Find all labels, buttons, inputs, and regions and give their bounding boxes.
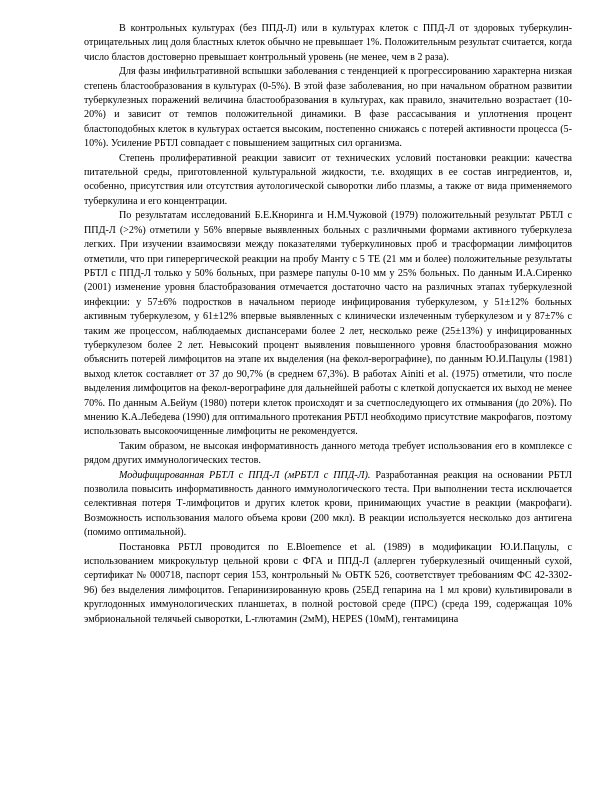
paragraph-text: Степень пролиферативной реакции зависит от технических условий постановки реакции: качества питательной среды, приготовленной культуральной жидкости, т.е. входящих в ее состав ингредиентов, и, особенно, присутствия или отсутствия аутологической сыворотки либо плазмы, а также от вида применяемого туберкулина и его концентрации. [84,152,572,207]
paragraph-text: В контрольных культурах (без ППД-Л) или в культурах клеток с ППД-Л от здоровых туберкулин-отрицательных лиц доля бластных клеток обычно не превышает 1%. Положительным результат считается, когда число бластов достоверно превышает контрольный уровень (не менее, чем в 2 раза). [84,23,572,63]
paragraph-procedure [84,541,572,627]
paragraph-text: Разработанная реакция на основании РБТЛ позволила повысить информативность данного иммунологического теста. При выполнении теста исключается селективная потеря Т-лимфоцитов и других клеток крови, принимающих участие в реакции (макрофаги). Возможность использования малого объема крови (200 мкл). В реакции используется несколько доз антигена (помимо оптимальной). [84,469,572,539]
paragraph-text: Постановка РБТЛ проводится по E.Bloemence et al. (1989) в модификации Ю.И.Пацулы, с использованием микрокультур цельной крови с ФГА и ППД-Л (аллерген туберкулезный очищенный сухой, сертификат № 000718, паспорт серия 153, контрольный № ОБТК 526, соответствует требованиям ФС 42-3302-96) без выделения лимфоцитов. Гепаринизированную кровь (25ЕД гепарина на 1 мл крови) культивировали в круглодонных иммунологических планшетах, в полной ростовой среде (ПРС) (среда 199, содержащая 10% эмбриональной телячьей сыворотки, L-глютамин (2мМ), HEPES (10мМ), гентамицина [84,541,572,625]
paragraph-control-cultures [84,22,572,65]
paragraph-infiltrative-phase [84,65,572,151]
paragraph-text: Для фазы инфильтративной вспышки заболевания с тенденцией к прогрессированию характерна низкая степень бластообразования в культурах (0-5%). В этой фазе заболевания, но при начальном обратном развитии туберкулезных поражений величина бластообразования в культурах, как правило, значительно возрастает (10-20%) и зависит от темпов положительной динамики. В фазе рассасывания и уплотнения процент бластоподобных клеток в культурах остается высоким, постепенно снижаясь с потерей активности процесса (5-10%). Усиление РБТЛ совпадает с повышением защитных сил организма. [84,66,572,150]
paragraph-proliferative-reaction [84,152,572,210]
paragraph-text: По результатам исследований Б.Е.Кноринга и Н.М.Чужовой (1979) положительный результат РБТЛ с ППД-Л (>2%) отметили у 56% впервые выявленных больных с различными формами активного туберкулеза легких. При изучении взаимосвязи между показателями туберкулиновых проб и трасформации лимфоцитов отметили, что при гиперергической реакции на пробу Манту с 5 ТЕ (21 мм и более) положительные результаты РБТЛ с ППД-Л только у 50% больных, при размере папулы 0-10 мм у 25% больных. По данным И.А.Сиренко (2001) изменение уровня бластобразования отмечается достаточно часто на различных этапах туберкулезной инфекции: у 57±6% подростков в начальном периоде инфицирования туберкулезом, у 51±12% больных активным туберкулезом, у 61±12% впервые выявленных с клинически излеченным туберкулезом и у 87±7% с таким же процессом, наблюдаемых диспансерами более 2 лет, несколько реже (25±13%) у инфицированных туберкулезом более 2 лет. Невысокий процент выявления повышенного уровня бластообразования можно объяснить потерей лимфоцитов на этапе их выделения (на фекол-верографине), по данным Ю.И.Пацулы (1981) выход клеток составляет от 37 до 90,7% (в среднем 67,3%). В работах Ainiti et al. (1975) отметили, что после выделения лимфоцитов на фекол-верографине для дальнейшей работы с клеткой допускается их выход не менее 70%. По данным А.Бейум (1980) потери клеток происходят и за счетпоследующего их отмывания (до 20%). По мнению К.А.Лебедева (1990) для оптимального протекания РБТЛ необходимо присутствие макрофагов, поэтому использовать высокоочищенные лимфоциты не рекомендуется. [84,210,572,438]
paragraph-conclusion [84,440,572,469]
paragraph-modified-rbtl [84,469,572,541]
paragraph-text: Таким образом, не высокая информативность данного метода требует использования его в комплексе с рядом других иммунологических тестов. [84,440,572,467]
document-page [84,22,572,627]
paragraph-research-results [84,209,572,440]
paragraph-italic-lead: Модифицированная РБТЛ с ППД-Л (мРБТЛ с ППД-Л). [119,469,371,481]
